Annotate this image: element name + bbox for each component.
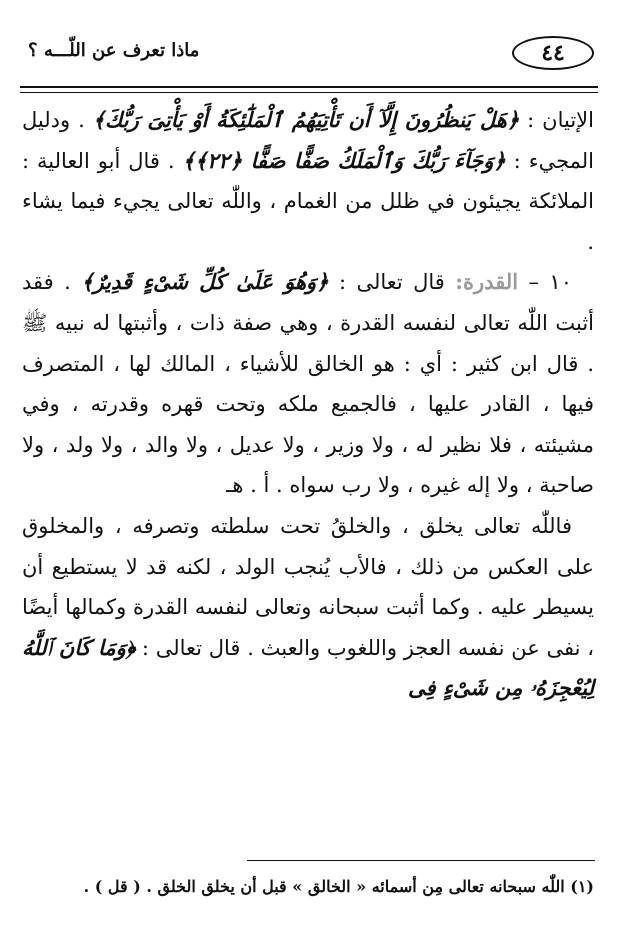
paragraph-creation [22, 506, 594, 709]
footnote-separator [247, 860, 595, 861]
header-rule-thick [20, 86, 598, 88]
body-text-segment: . فقد أثبت اللّٰه تعالى لنفسه القدرة ، وهي صفة ذات ، وأثبتها له نبيه ﷺ . قال ابن كثير : أي : هو الخالق للأشياء ، المالك لها ، المتصرف فيها ، القادر عليها ، فالجميع ملكه وتحت قهره وقدرته ، وفي مشيئته ، فلا نظير له ، ولا وزير ، ولا عديل ، ولا والد ، ولا ولد ، ولا صاحبة ، ولا إله غيره ، ولا رب سواه . أ . هـ [22, 270, 594, 498]
quran-verse: ﴿وَمَا كَانَ ٱللَّهُ لِيُعْجِزَهُۥ مِن شَىْءٍ فِى [22, 634, 594, 701]
lead-text: الإتيان : [519, 108, 594, 132]
section-number: ١٠ – [518, 270, 572, 295]
page-header [22, 28, 594, 76]
quran-verse: ﴿وَهُوَ عَلَىٰ كُلِّ شَىْءٍ قَدِيرٌ﴾ [81, 269, 329, 295]
body-text-segment: . قال أبو العالية : الملائكة يجيئون في ظلل من الغمام ، واللّٰه تعالى يجيء فيما يشاء . [22, 148, 594, 254]
paragraph-ityan [22, 100, 594, 262]
footnote: (١) اللّٰه سبحانه تعالى مِن أسمائه « الخالق » قبل أن يخلق الخلق . ( قل ) . [83, 877, 594, 896]
quran-verse: ﴿هَلْ يَنظُرُونَ إِلَّآ أَن تَأْتِيَهُمُ ٱلْمَلَٰٓئِكَةُ أَوْ يَأْتِىَ رَبُّكَ﴾ [92, 107, 520, 132]
body-text-segment: قال تعالى : [328, 270, 456, 295]
section-heading: القدرة: [455, 269, 519, 295]
main-text [22, 100, 594, 709]
paragraph-qudra [22, 262, 594, 506]
page-number: ٤٤ [512, 36, 594, 70]
header-rule-thin [20, 92, 598, 93]
body-text-segment: فاللّٰه تعالى يخلق ، والخلقُ تحت سلطته وتصرفه ، والمخلوق على العكس من ذلك ، فالأب يُنجب الولد ، لكنه قد لا يستطيع أن يسيطر عليه . وكما أثبت سبحانه وتعالى لنفسه القدرة وكمالها أيضًا ، نفى عن نفسه العجز واللغوب والعبث . قال تعالى : [22, 513, 594, 660]
quran-verse: ﴿وَجَآءَ رَبُّكَ وَٱلْمَلَكُ صَفًّا صَفًّا ﴿٢٢﴾﴾ [182, 147, 506, 173]
running-title: ماذا تعرف عن اللّـــه ؟ [28, 40, 200, 61]
body-text-segment: . ودليل المجيء : [22, 108, 595, 173]
